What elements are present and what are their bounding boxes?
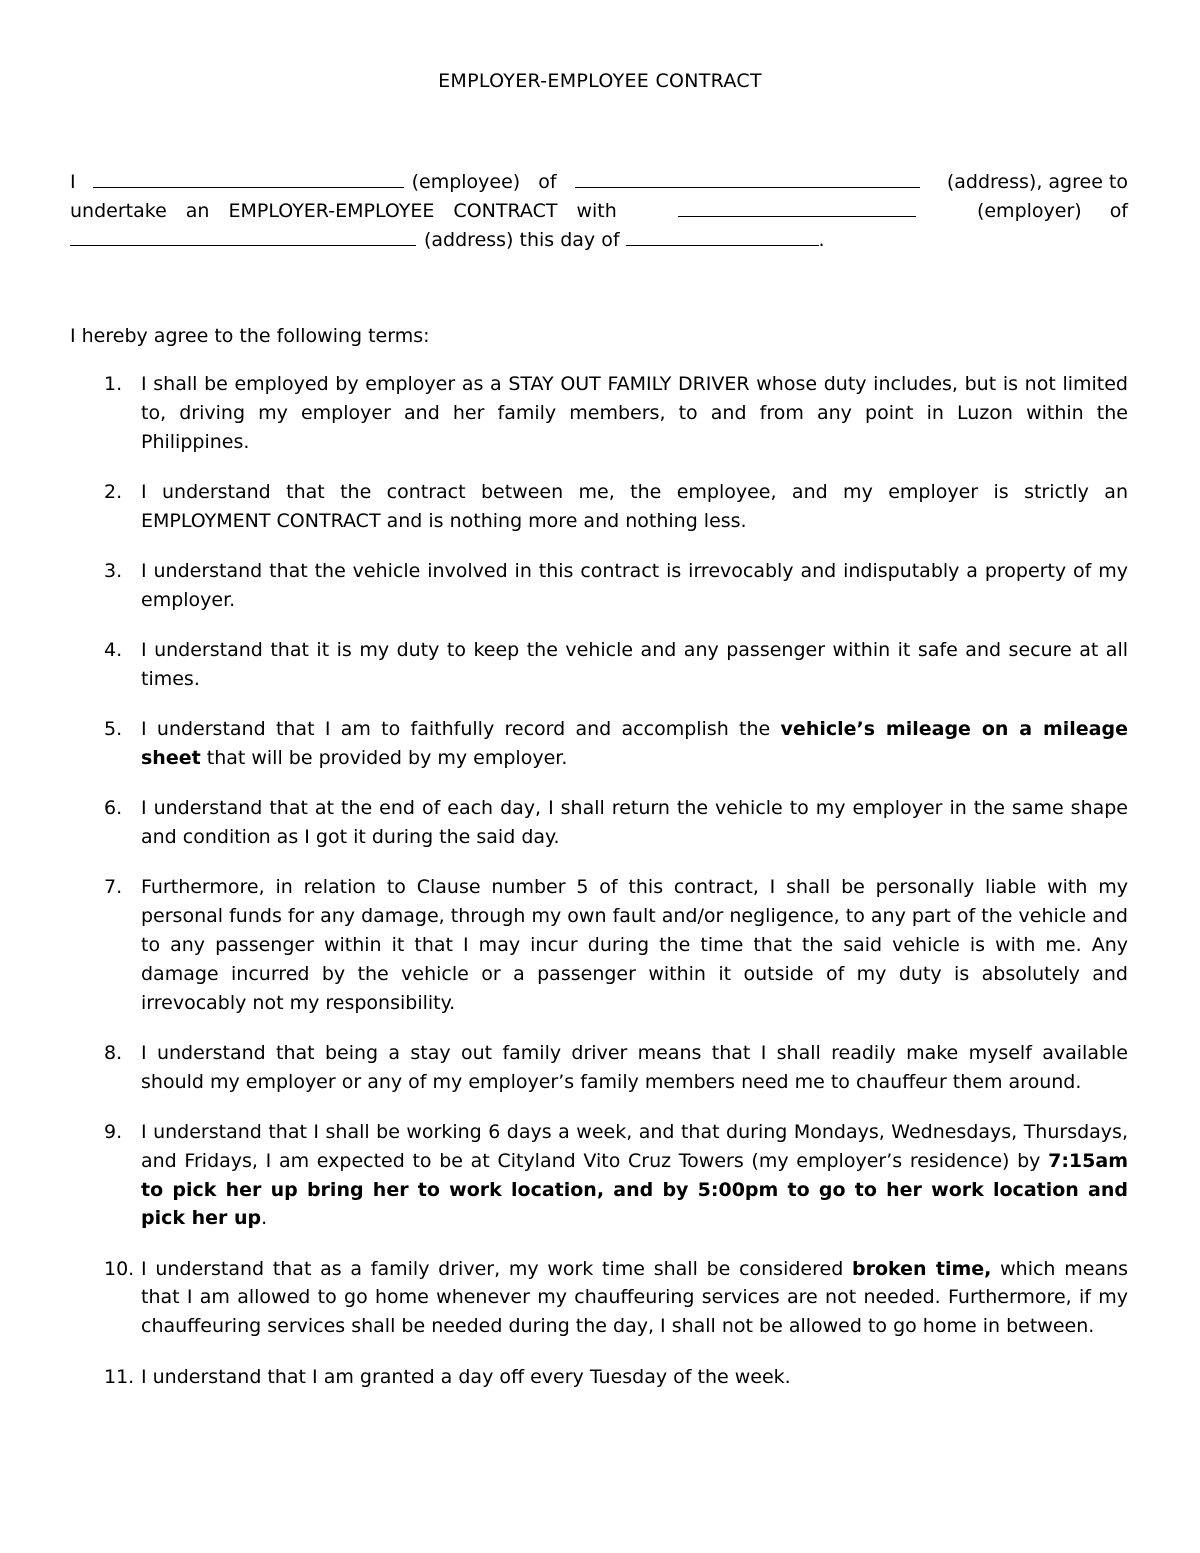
- intro-pronoun: I: [70, 171, 76, 193]
- employer-name-blank[interactable]: [678, 196, 916, 217]
- term-text: I understand that I am to faithfully record and accomplish the: [141, 718, 781, 741]
- term-item: [70, 557, 1128, 615]
- term-number: 1.: [104, 373, 123, 395]
- term-item: [70, 1363, 1128, 1392]
- term-item: [70, 370, 1128, 456]
- term-text: I understand that I am granted a day off every Tuesday of the week.: [141, 1365, 791, 1388]
- term-number: 2.: [104, 480, 123, 503]
- term-text: which means that I am allowed to go home whenever my chauffeuring services are not needed. Furthermore, if my chauffeuring services shall be needed during the day, I shall not be allowed to go home in between.: [141, 1257, 1128, 1338]
- term-text-bold: vehicle’s mileage on a mileage sheet: [141, 718, 1128, 769]
- term-item: [70, 1255, 1128, 1341]
- term-number: 8.: [104, 1041, 123, 1064]
- term-number: 11.: [104, 1365, 135, 1388]
- term-item: [70, 715, 1128, 773]
- intro-line-2: [70, 196, 1128, 225]
- document-title: EMPLOYER-EMPLOYEE CONTRACT: [438, 70, 762, 92]
- term-item: [70, 478, 1128, 536]
- intro-paragraph: [70, 167, 1128, 254]
- term-number: 9.: [104, 1120, 123, 1143]
- term-item: [70, 636, 1128, 694]
- term-text: I understand that being a stay out family driver means that I shall readily make myself available should my employer or any of my employer’s family members need me to chauffeur them around.: [141, 1041, 1128, 1093]
- term-text: I understand that I shall be working 6 days a week, and that during Mondays, Wednesdays, Thursdays, and Fridays, I am expected to be at Cityland Vito Cruz Towers (my employer’s residence) by: [141, 1120, 1128, 1172]
- term-number: 3.: [104, 559, 123, 582]
- term-text: I understand that the vehicle involved in this contract is irrevocably and indisputably a property of my employer.: [141, 559, 1128, 611]
- term-text-bold: 7:15am to pick her up bring her to work location, and by 5:00pm to go to her work location and pick her up: [141, 1149, 1128, 1230]
- term-text: I understand that as a family driver, my work time shall be considered: [141, 1257, 852, 1280]
- terms-lead: I hereby agree to the following terms:: [70, 325, 430, 347]
- term-item: [70, 1118, 1128, 1233]
- term-item: [70, 794, 1128, 852]
- term-text: I understand that at the end of each day, I shall return the vehicle to my employer in the same shape and condition as I got it during the said day.: [141, 797, 1128, 849]
- undertake-text: undertake an EMPLOYER-EMPLOYEE CONTRACT with: [70, 200, 617, 222]
- term-text: that will be provided by my employer.: [200, 746, 568, 769]
- employee-address-blank[interactable]: [575, 167, 920, 188]
- term-number: 5.: [104, 718, 123, 741]
- terms-list: [70, 370, 1128, 1413]
- term-item: [70, 1039, 1128, 1097]
- employer-address-blank[interactable]: [70, 225, 416, 246]
- term-text-bold: broken time,: [852, 1257, 992, 1280]
- term-number: 10.: [104, 1257, 135, 1280]
- employee-name-blank[interactable]: [93, 167, 404, 188]
- of-label-1: of: [538, 171, 557, 193]
- employer-label: (employer): [976, 200, 1082, 222]
- term-text: I understand that it is my duty to keep the vehicle and any passenger within it safe and secure at all times.: [141, 639, 1128, 690]
- date-blank[interactable]: [626, 225, 819, 246]
- term-item: [70, 873, 1128, 1017]
- address-day-label: (address) this day of: [424, 229, 620, 251]
- term-text: I shall be employed by employer as a STAY OUT FAMILY DRIVER whose duty includes, but is not limited to, driving my employer and her family members, to and from any point in Luzon within the Philippines.: [141, 373, 1128, 453]
- term-number: 7.: [104, 876, 123, 899]
- intro-line-3: [70, 225, 1128, 254]
- intro-period: .: [818, 229, 825, 251]
- term-number: 6.: [104, 797, 123, 820]
- term-number: 4.: [104, 639, 123, 662]
- term-text: I understand that the contract between me, the employee, and my employer is strictly an EMPLOYMENT CONTRACT and is nothing more and nothing less.: [141, 480, 1128, 532]
- of-label-2: of: [1109, 200, 1129, 222]
- term-text: .: [261, 1207, 268, 1230]
- term-text: Furthermore, in relation to Clause number 5 of this contract, I shall be personally liable with my personal funds for any damage, through my own fault and/or negligence, to any part of the vehicle and to any passenger within it that I may incur during the time that the said vehicle is with me. Any damage incurred by the vehicle or a passenger within it outside of my duty is absolutely and irrevocably not my responsibility.: [141, 876, 1128, 1014]
- address-agree-label: (address), agree to: [946, 171, 1128, 193]
- employee-label: (employee): [411, 171, 521, 193]
- intro-line-1: [70, 167, 1128, 196]
